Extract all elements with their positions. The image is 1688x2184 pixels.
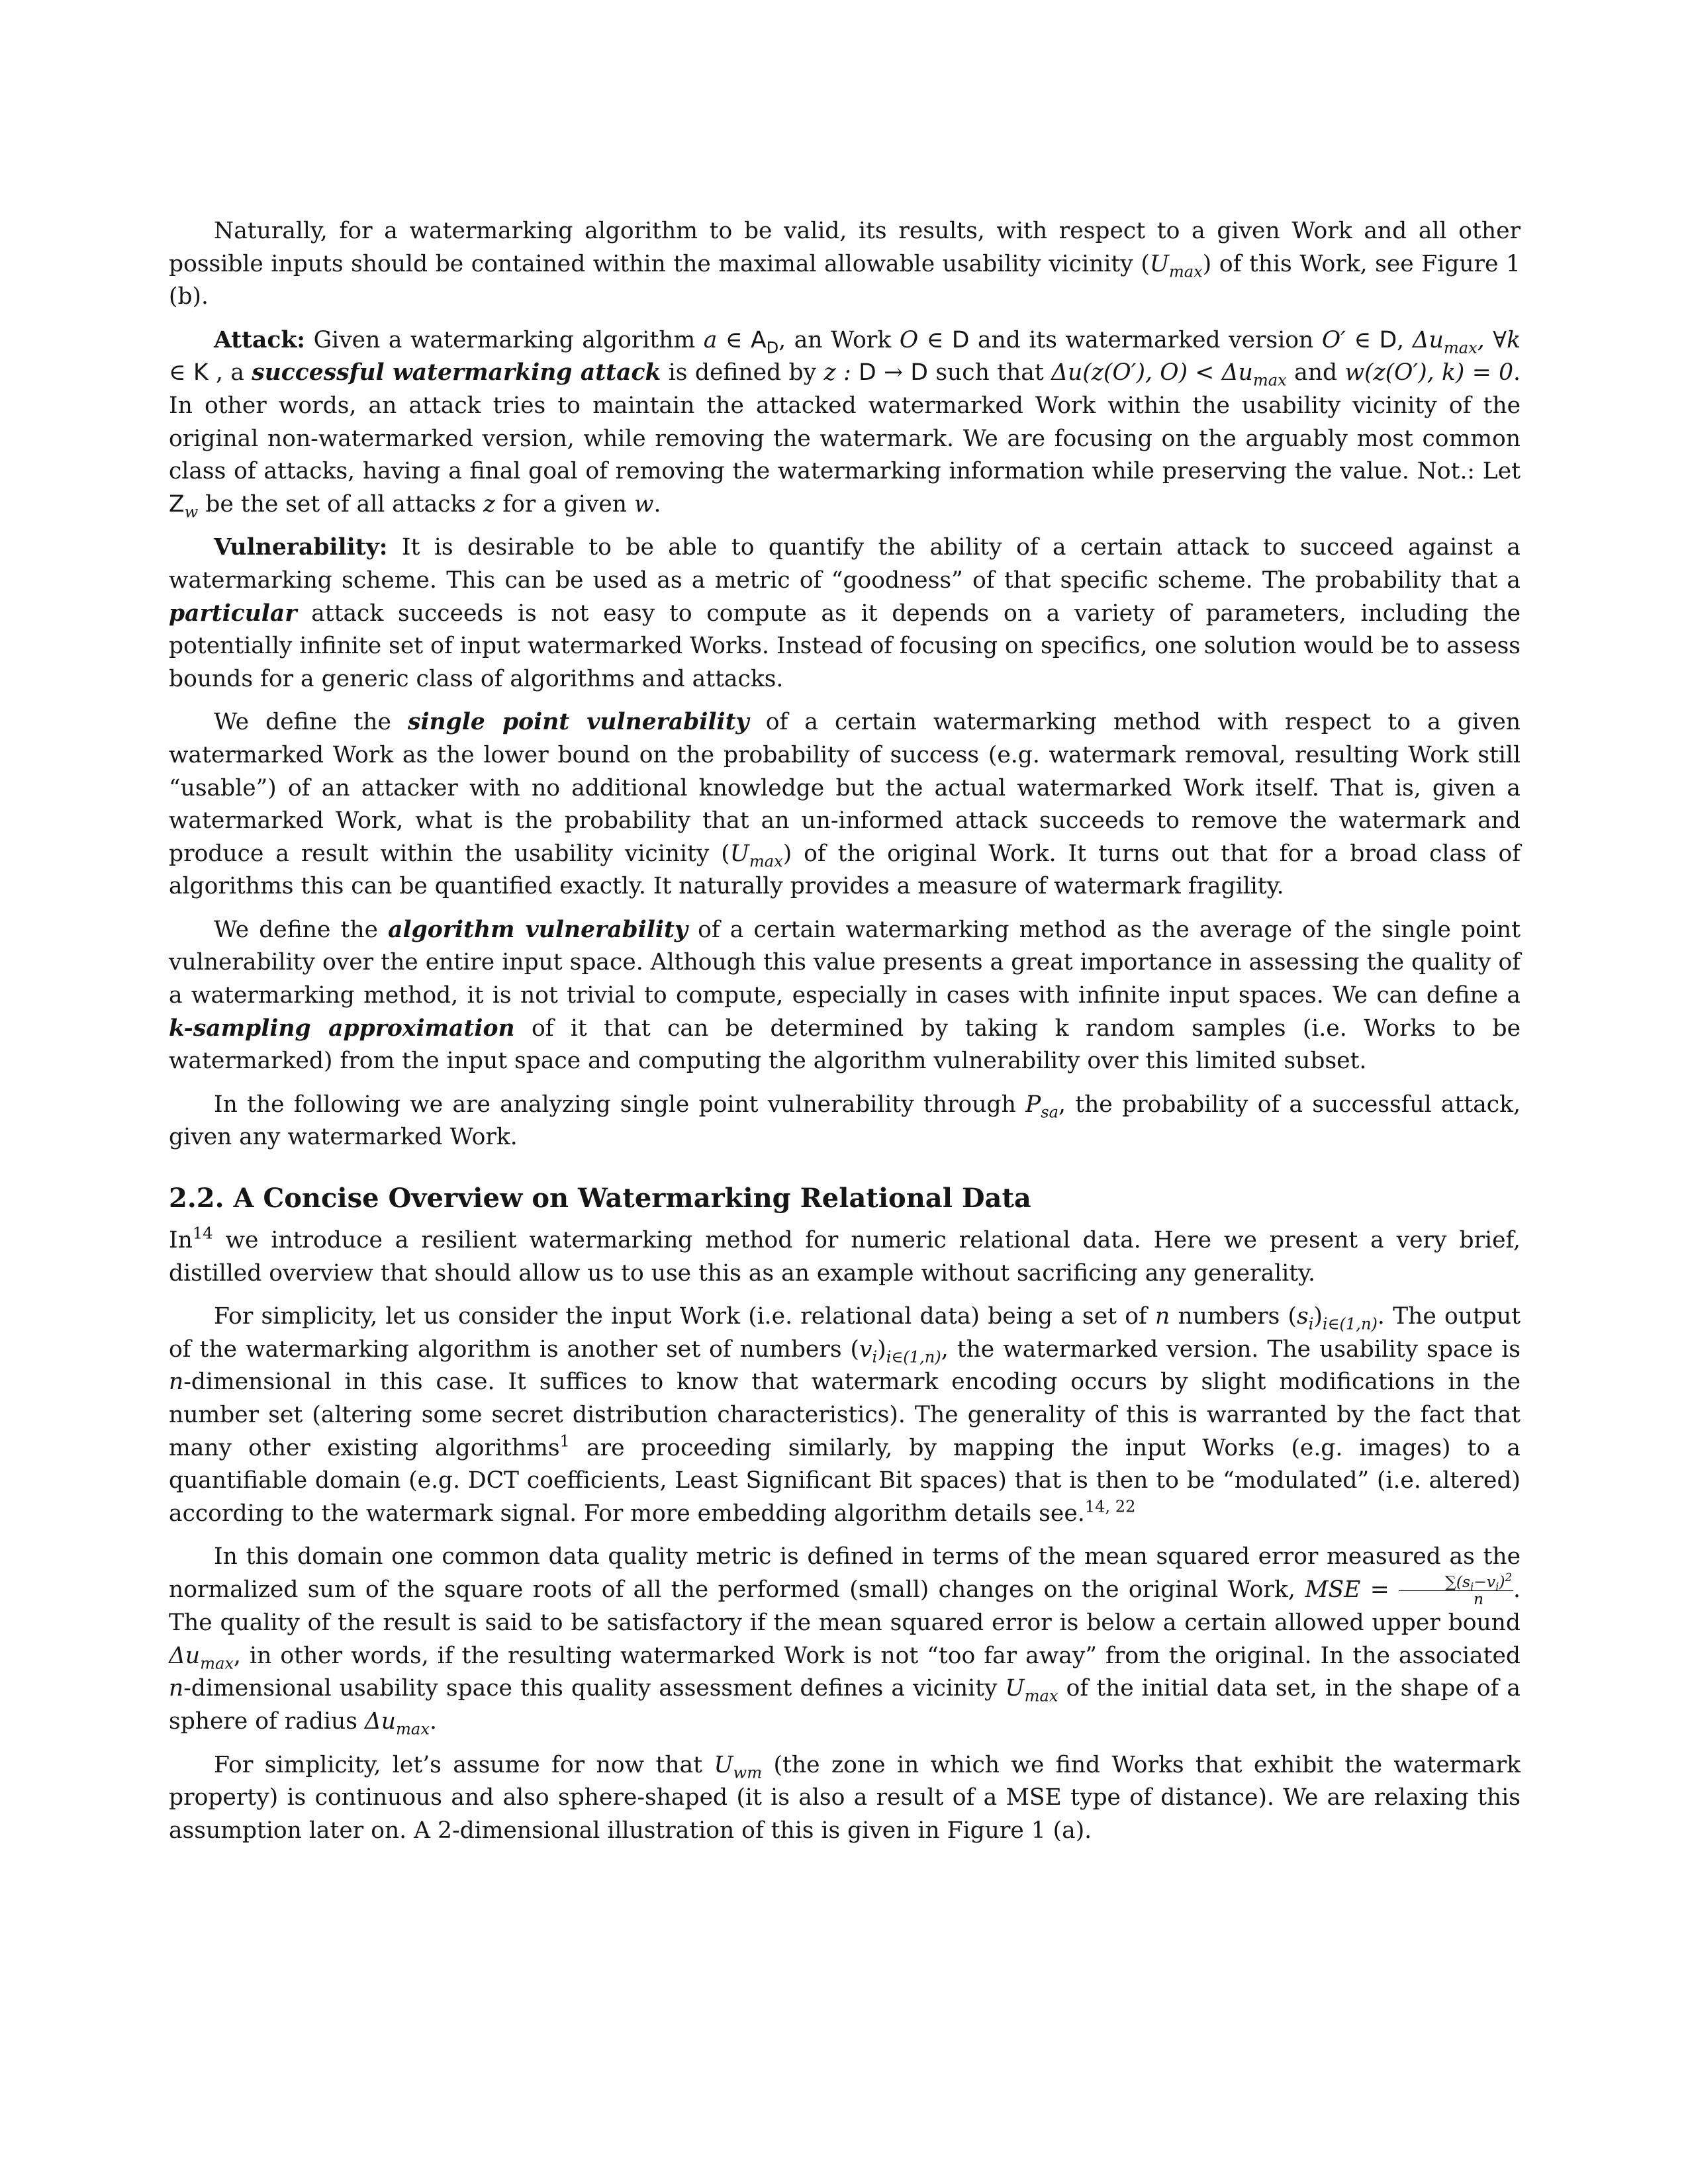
attack-heading: Attack: [214, 326, 306, 353]
math-O-in-D: O ∈ D [899, 326, 970, 353]
text: ) of this Work, see Figure 1 (b). [169, 250, 1521, 310]
section-number: 2.2. [169, 1183, 224, 1214]
term-algorithm-vulnerability: algorithm vulnerability [388, 916, 688, 943]
math-n: n [169, 1675, 184, 1702]
math-P-sa: $P_{sa}$ [1025, 1091, 1059, 1122]
math-s-set: $(s_i)_{i\in(1,n)}$ [1288, 1303, 1378, 1334]
section-title: A Concise Overview on Watermarking Relational Data [233, 1183, 1031, 1214]
math-u-wm: $U_{wm}$ [714, 1751, 763, 1782]
paragraph-algorithm-vulnerability: We define the algorithm vulnerability of a certain watermarking method as the average of the single point vulnerability over the entire input space. Although this value presents a great importance in assessing the quality of a watermarking method, it is not trivial to compute, especially in cases with infinite input spaces. We can define a k-sampling approximation of it that can be determined by taking k random samples (i.e. Works to be watermarked) from the input space and computing the algorithm vulnerability over this limited subset. [169, 916, 1521, 1075]
text: Naturally, for a watermarking algorithm to be valid, its results, with respect to a given Work and all other possible inputs should be contained within the maximal allowable usability vicinity ( [169, 218, 1521, 277]
citation-ref: 14 [192, 1224, 213, 1243]
math-a-in-A: a ∈ $A_D$ [703, 326, 779, 357]
paragraph-domain: In this domain one common data quality metric is defined in terms of the mean squared error measured as the normalized sum of the square roots of all the performed (small) changes on the original Work, MSE = $\frac{\sum(s_i-v_i)^2}{n}$ . The quality of the result is said to be satisfactory if the mean squared error is below a certain allowed upper bound $\Delta u_{max}$, in other words, if the resulting watermarked Work is not “too far away” from the original. In the associated n-dimensional usability space this quality assessment defines a vicinity $U_{max}$ of the initial data set, in the shape of a sphere of radius $\Delta u_{max}$. [169, 1543, 1521, 1739]
paragraph-attack: Attack: Given a watermarking algorithm a ∈ $A_D$, an Work O ∈ D and its watermarked version O′ ∈ D, $\Delta u_{max}$, ∀k ∈ K , a successful watermarking attack is defined by z : D → D such that Δu(z(O′), $O) < \Delta u_{max}$ and w(z(O′), k) = 0. In other words, an attack tries to maintain the attacked watermarked Work within the usability vicinity of the original non-watermarked version, while removing the watermark. We are focusing on the arguably most common class of attacks, having a final goal of removing the watermarking information while preserving the value. Not.: Let $Z_w$ be the set of all attacks z for a given w. [169, 326, 1521, 522]
citation-ref: 14, 22 [1084, 1497, 1136, 1516]
section-heading [169, 1182, 1521, 1215]
math-n: n [1155, 1303, 1170, 1330]
math-Oprime-in-D: O′ ∈ D, $\Delta u_{max}$, ∀k ∈ K [169, 326, 1521, 387]
term-particular: particular [169, 600, 297, 627]
math-delta-u-max: $\Delta u_{max}$ [169, 1642, 234, 1673]
term-successful-attack: successful watermarking attack [252, 359, 661, 387]
math-delta-u-max: $\Delta u_{max}$ [364, 1708, 430, 1739]
paragraph-intro [169, 215, 1521, 314]
math-condition-2: w(z(O′), k) = 0 [1344, 359, 1514, 387]
math-mse-formula: MSE = $\frac{\sum(s_i-v_i)^2}{n}$ [1305, 1570, 1513, 1608]
paragraph-following: In the following we are analyzing single point vulnerability through $P_{sa}$, the probability of a successful attack, given any watermarked Work. [169, 1091, 1521, 1151]
paragraph-single-point: We define the single point vulnerability of a certain watermarking method with respect to a given watermarked Work as the lower bound on the probability of success (e.g. watermark removal, resulting Work still “usable”) of an attacker with no additional knowledge but the actual watermarked Work itself. That is, given a watermarked Work, what is the probability that an un-informed attack succeeds to remove the watermark and produce a result within the usability vicinity $(U_{max})$ of the original Work. It turns out that for a broad class of algorithms this can be quantified exactly. It naturally provides a measure of watermark fragility. [169, 709, 1521, 900]
math-v-set: $(v_i)_{i\in(1,n)}$ [850, 1336, 941, 1367]
math-u-max: $U_{max}$ [729, 840, 783, 871]
math-n: n [169, 1369, 184, 1396]
math-u-max: $U_{max}$ [1005, 1675, 1058, 1706]
document-page [169, 215, 1521, 1858]
paragraph-vulnerability: Vulnerability: It is desirable to be able to quantify the ability of a certain attack to succeed against a watermarking scheme. This can be used as a metric of “goodness” of that specific scheme. The probability that a particular attack succeeds is not easy to compute as it depends on a variety of parameters, including the potentially infinite set of input watermarked Works. Instead of focusing on specifics, one solution would be to assess bounds for a generic class of algorithms and attacks. [169, 534, 1521, 692]
math-z: z [483, 490, 496, 518]
vulnerability-heading: Vulnerability: [214, 534, 388, 561]
term-single-point-vulnerability: single point vulnerability [408, 709, 749, 736]
paragraph-last: For simplicity, let’s assume for now that $U_{wm}$ (the zone in which we find Works that exhibit the watermark property) is continuous and also sphere-shaped (it is also a result of a MSE type of distance). We are relaxing this assumption later on. A 2-dimensional illustration of this is given in Figure 1 (a). [169, 1751, 1521, 1844]
paragraph-in-ref: In$^{14}$ we introduce a resilient watermarking method for numeric relational data. Here we present a very brief, distilled overview that should allow us to use this as an example without sacrificing any generality. [169, 1224, 1521, 1287]
math-z-map: z : D → D [823, 359, 928, 387]
math-condition-1: Δu(z(O′), $O) < \Delta u_{max}$ [1051, 359, 1287, 390]
math-Z-w: $Z_w$ [169, 490, 199, 522]
math-w: w [633, 490, 654, 518]
paragraph-simplicity: For simplicity, let us consider the input Work (i.e. relational data) being a set of n numbers $(s_i)_{i\in(1,n)}$. The output of the watermarking algorithm is another set of numbers $(v_i)_{i\in(1,n)}$, the watermarked version. The usability space is n-dimensional in this case. It suffices to know that watermark encoding occurs by slight modifications in the number set (altering some secret distribution characteristics). The generality of this is warranted by the fact that many other existing algorithms$^1$ are proceeding similarly, by mapping the input Works (e.g. images) to a quantifiable domain (e.g. DCT coefficients, Least Significant Bit spaces) that is then to be “modulated” (i.e. altered) according to the watermark signal. For more embedding algorithm details see.$^{14, 22}$ [169, 1303, 1521, 1527]
term-k-sampling: k-sampling approximation [169, 1015, 515, 1042]
math-u-max: $U_{max}$ [1149, 250, 1203, 281]
citation-ref: 1 [559, 1432, 570, 1451]
